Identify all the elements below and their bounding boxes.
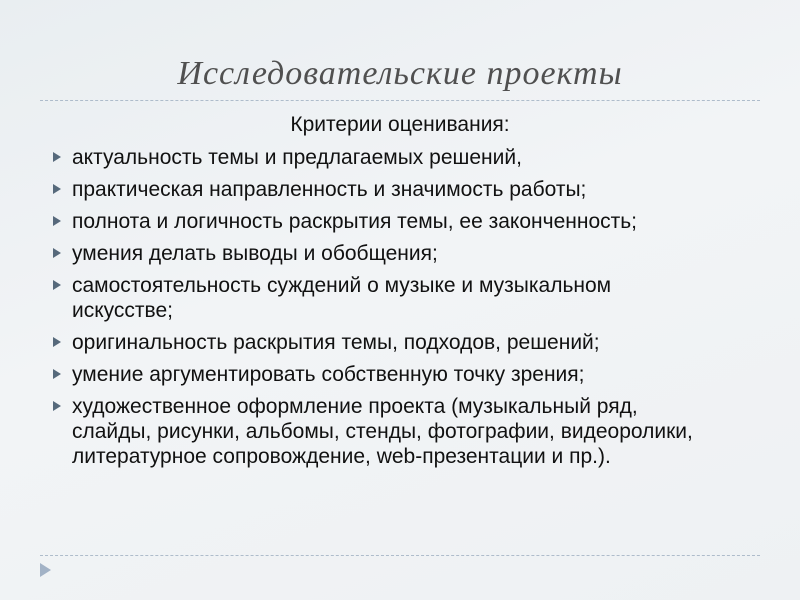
list-item-text: художественное оформление проекта (музыкальный ряд, слайды, рисунки, альбомы, стенды, фотографии, видеоролики, литературное сопровождение, web-презентации и пр.).: [72, 395, 693, 468]
title-divider: [40, 100, 760, 101]
criteria-list: [48, 145, 748, 476]
list-item-text: оригинальность раскрытия темы, подходов, решений;: [72, 331, 600, 354]
list-item-text: практическая направленность и значимость работы;: [72, 178, 587, 201]
list-item-text: актуальность темы и предлагаемых решений,: [72, 146, 522, 169]
list-item-text: умения делать выводы и обобщения;: [72, 242, 438, 265]
slide-subtitle: Критерии оценивания:: [290, 113, 510, 136]
footer-divider: [40, 555, 760, 556]
list-item: [48, 362, 712, 387]
bullet-triangle-icon: [53, 184, 61, 194]
bullet-triangle-icon: [53, 216, 61, 226]
list-item: [48, 209, 712, 234]
slide-title: Исследовательские проекты: [177, 55, 623, 92]
list-item-text: самостоятельность суждений о музыке и музыкальном искусстве;: [72, 274, 612, 322]
list-item-text: умение аргументировать собственную точку зрения;: [72, 363, 585, 386]
list-item: [48, 330, 712, 355]
list-item: [48, 241, 712, 266]
list-item: [48, 394, 712, 469]
bullet-triangle-icon: [53, 337, 61, 347]
bullet-triangle-icon: [53, 248, 61, 258]
bullet-triangle-icon: [53, 401, 61, 411]
corner-triangle-icon: [40, 563, 51, 577]
list-item-text: полнота и логичность раскрытия темы, ее законченность;: [72, 210, 638, 233]
bullet-triangle-icon: [53, 280, 61, 290]
list-item: [48, 273, 712, 323]
list-item: [48, 177, 712, 202]
list-item: [48, 145, 712, 170]
bullet-triangle-icon: [53, 369, 61, 379]
bullet-triangle-icon: [53, 152, 61, 162]
